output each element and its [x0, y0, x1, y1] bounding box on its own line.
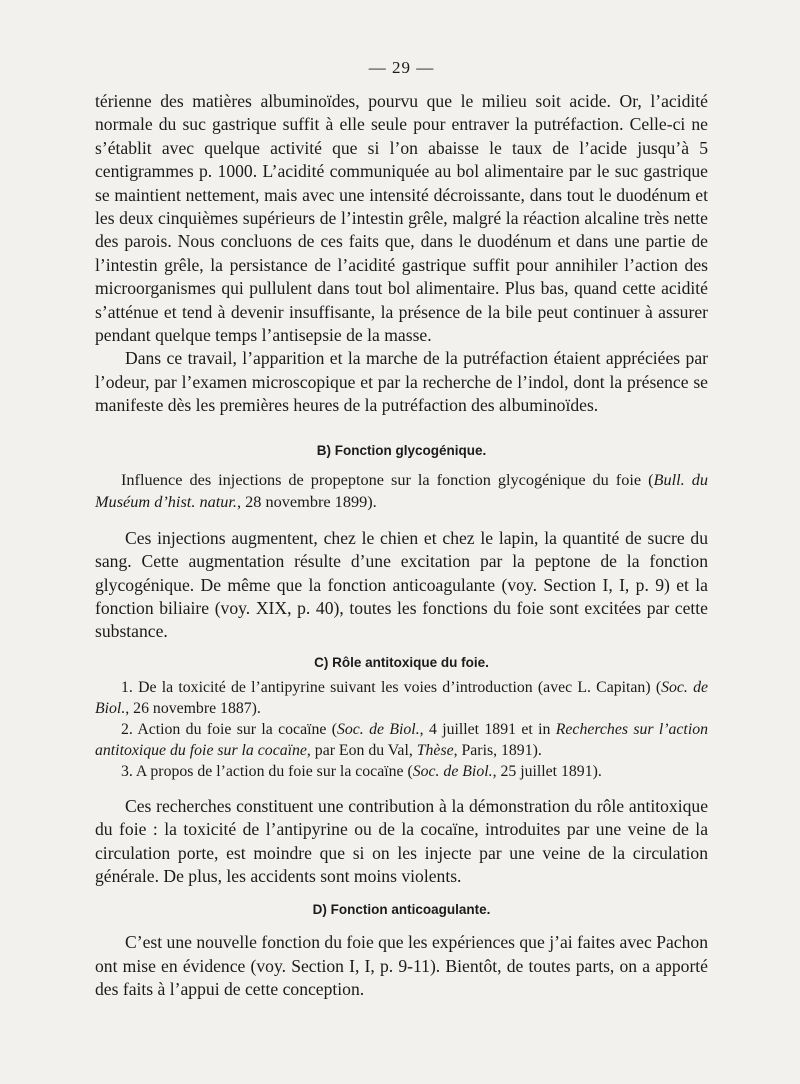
reference-c-1: 1. De la toxicité de l’antipyrine suivant les voies d’introduction (avec L. Capitan) (Soc. de Biol., 26 novembre 1887).	[95, 678, 708, 717]
paragraph-putrefaction: térienne des matières albuminoïdes, pourvu que le milieu soit acide. Or, l’acidité normale du suc gastrique suffit à elle seule pour entraver la putréfaction. Celle-ci ne s’établit avec quelque activité que si l’on abaisse le taux de l’acide jusqu’à 5 centigrammes p. 1000. L’acidité communiquée au bol alimentaire par le suc gastrique se maintient nettement, mais avec une intensité décroissante, dans tout le duodénum et les deux cinquièmes supérieurs de l’intestin grêle, malgré la réaction alcaline très nette des parois. Nous concluons de ces faits que, dans le duodénum et dans une partie de l’intestin grêle, la persistance de l’acidité gastrique suffit pour annihiler l’action des microorganismes qui pullulent dans tout bol alimentaire. Plus bas, quand cette acidité s’atténue et tend à devenir insuffisante, la présence de la bile peut continuer à assurer pendant quelque temps l’antisepsie de la masse.	[95, 91, 708, 346]
paragraph-antitoxic: Ces recherches constituent une contribution à la démonstration du rôle antitoxique du foie : la toxicité de l’antipyrine ou de la cocaïne, introduites par une veine de la circulation porte, est moindre que si on les injecte par une veine de la circulation générale. De plus, les accidents sont moins violents.	[95, 795, 708, 886]
section-heading-d: D) Fonction anticoagulante.	[312, 902, 491, 918]
reference-c-2: 2. Action du foie sur la cocaïne (Soc. de Biol., 4 juillet 1891 et in Recherches sur l’action antitoxique du foie sur la cocaïne, par Eon du Val, Thèse, Paris, 1891).	[95, 720, 709, 759]
paragraph-methods: Dans ce travail, l’apparition et la marche de la putréfaction étaient appréciées par l’odeur, par l’examen microscopique et par la recherche de l’indol, dont la présence se manifeste dès les premières heures de la putréfaction des albuminoïdes.	[95, 348, 708, 416]
paragraph-anticoagulant: C’est une nouvelle fonction du foie que les expériences que j’ai faites avec Pachon ont mise en évidence (voy. Section I, I, p. 9-11). Bientôt, de toutes parts, on a apporté des faits à l’appui de cette conception.	[95, 932, 708, 1000]
section-heading-b: B) Fonction glycogénique.	[316, 442, 487, 458]
reference-b: Influence des injections de propeptone sur la fonction glycogénique du foie (Bull. du Muséum d’hist. natur., 28 novembre 1899).	[95, 469, 708, 511]
reference-c-3: 3. A propos de l’action du foie sur la cocaïne (Soc. de Biol., 25 juillet 1891).	[121, 762, 602, 780]
paragraph-glycogenic: Ces injections augmentent, chez le chien et chez le lapin, la quantité de sucre du sang. Cette augmentation résulte d’une excitation par la peptone de la fonction glycogénique. De même que la fonction anticoagulante (voy. Section I, I, p. 9) et la fonction biliaire (voy. XIX, p. 40), toutes les fonctions du foie sont excitées par cette substance.	[95, 527, 708, 642]
section-heading-c: C) Rôle antitoxique du foie.	[314, 654, 489, 670]
references-c	[95, 677, 708, 782]
page-number: — 29 —	[368, 58, 435, 77]
